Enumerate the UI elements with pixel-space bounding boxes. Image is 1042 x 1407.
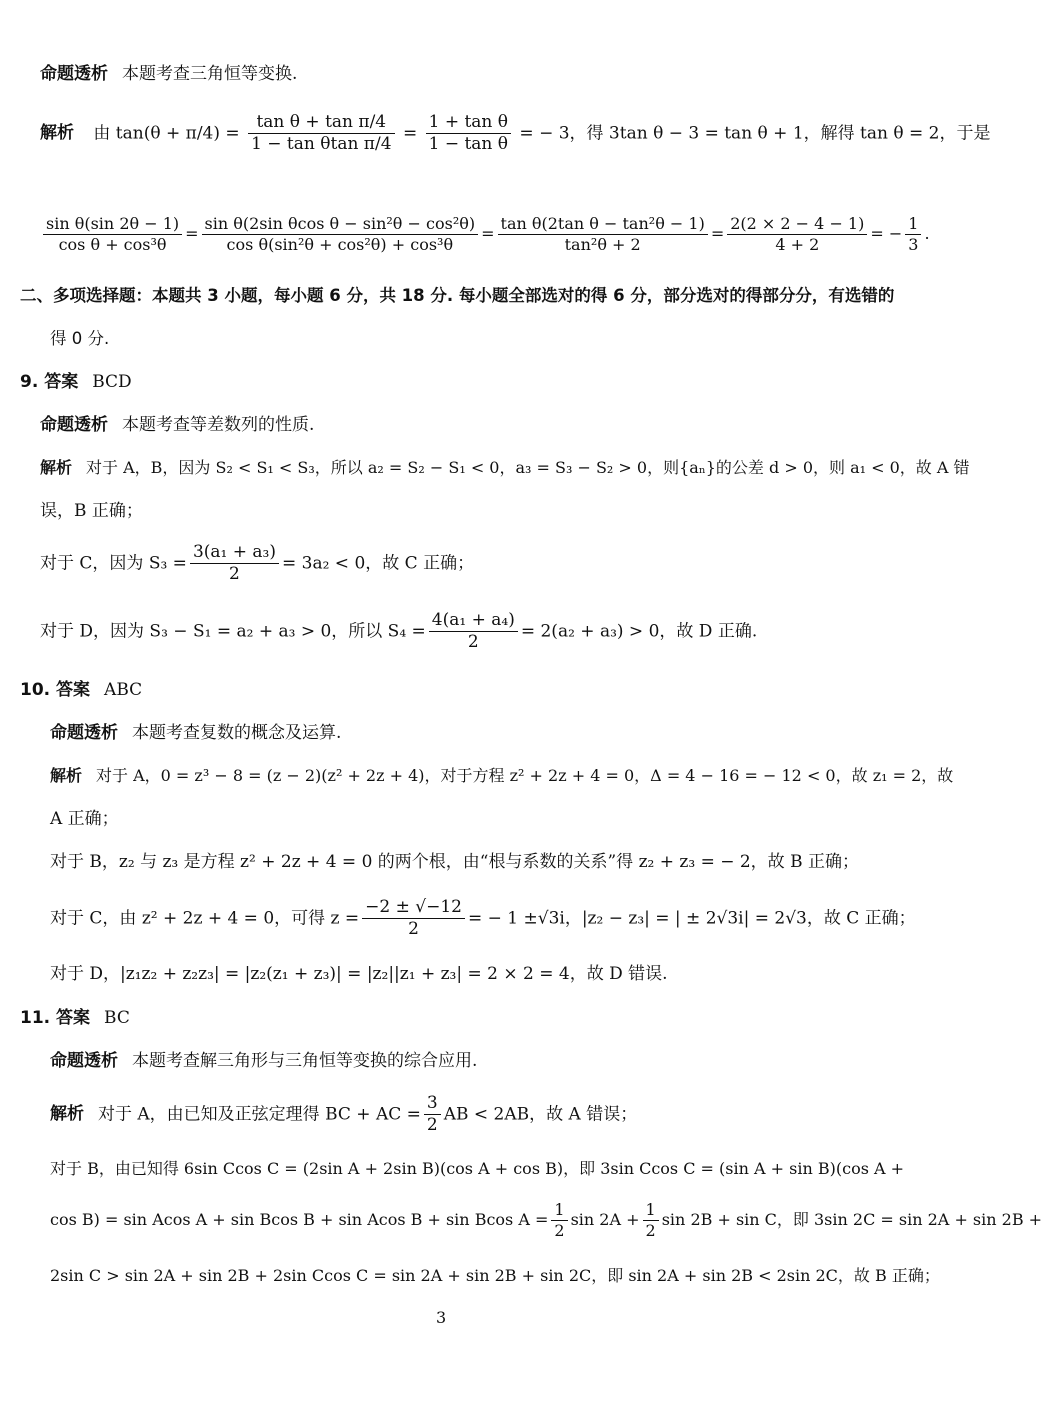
q11-option-b-line1: 对于 B，由已知得 6sin Ccos C = (2sin A + 2sin B)(cos A + cos B)，即 3sin Ccos C = (sin A + sin B)(cos A + bbox=[50, 1159, 905, 1178]
solution-label: 解析 bbox=[40, 123, 74, 144]
page-number: 3 bbox=[436, 1308, 447, 1327]
q11-option-b-line3: 2sin C > sin 2A + sin 2B + 2sin Ccos C = sin 2A + sin 2B + sin 2C，即 sin 2A + sin 2B < 2sin 2C，故 B 正确； bbox=[50, 1266, 940, 1285]
fraction: $\frac{\text{tan θ + tan π/4}}{\text{1 − tan θtan π/4}}$ bbox=[248, 112, 394, 156]
q9-answer: 9. 答案 BCD bbox=[20, 372, 132, 392]
q11-answer: 11. 答案 BC bbox=[20, 1008, 130, 1028]
q8-analysis: 命题透析 本题考查三角恒等变换. bbox=[40, 64, 298, 84]
q9-solution-line1: 解析 对于 A，B，因为 S₂ < S₁ < S₃，所以 a₂ = S₂ − S₁ < 0，a₃ = S₃ − S₂ > 0，则{aₙ}的公差 d > 0，则 a₁ < 0，故 A 错 bbox=[40, 458, 970, 477]
fraction: $\frac{1}{2}$ bbox=[643, 1200, 659, 1241]
fraction: $\frac{-2 \pm √-12}{2}$ bbox=[362, 897, 465, 941]
q9-solution-line2: 误，B 正确； bbox=[40, 501, 143, 521]
fraction: $\frac{3}{2}$ bbox=[424, 1093, 441, 1137]
page-footer bbox=[0, 1308, 950, 1328]
q10-solution-line2: A 正确； bbox=[50, 809, 119, 829]
q11-option-a: 解析 对于 A，由已知及正弦定理得 BC + AC = $\frac{3}{2}$ AB < 2AB，故 A 错误； bbox=[50, 1093, 638, 1136]
section-heading: 二、多项选择题：本题共 3 小题，每小题 6 分，共 18 分. 每小题全部选对的得 6 分，部分选对的得部分分，有选错的 bbox=[20, 286, 895, 305]
q11-analysis: 命题透析 本题考查解三角形与三角恒等变换的综合应用. bbox=[50, 1051, 478, 1071]
q10-answer: 10. 答案 ABC bbox=[20, 680, 143, 700]
q8-solution-line1: 解析 由 tan(θ + π/4) = $\frac{\text{tan θ + tan π/4}}{\text{1 − tan θtan π/4}}$ = $\frac{\text{1 + tan θ}}{\text{1 − tan θ}}$ = − 3，得 3tan θ − 3 = tan θ + 1，解得 tan θ = 2，于是 bbox=[40, 112, 991, 155]
q10-option-d: 对于 D，|z₁z₂ + z₂z₃| = |z₂(z₁ + z₃)| = |z₂||z₁ + z₃| = 2 × 2 = 4，故 D 错误. bbox=[50, 964, 668, 984]
q10-solution-line1: 解析 对于 A，0 = z³ − 8 = (z − 2)(z² + 2z + 4)，对于方程 z² + 2z + 4 = 0，Δ = 4 − 16 = − 12 < 0，故 z₁ = 2，故 bbox=[50, 766, 954, 785]
q10-option-b: 对于 B，z₂ 与 z₃ 是方程 z² + 2z + 4 = 0 的两个根，由“根与系数的关系”得 z₂ + z₃ = − 2，故 B 正确； bbox=[50, 852, 859, 872]
fraction: $\frac{\text{sin θ(2sin θcos θ − sin²θ − cos²θ)}}{\text{cos θ(sin²θ + cos²θ) + cos³θ}}$ bbox=[202, 214, 479, 255]
q10-option-c: 对于 C，由 z² + 2z + 4 = 0，可得 z = $\frac{-2 \pm √-12}{2}$ = − 1 ±√3i，|z₂ − z₃| = | ± 2√3i| = 2√3，故 C 正确； bbox=[50, 897, 916, 940]
q10-analysis: 命题透析 本题考查复数的概念及运算. bbox=[50, 723, 342, 743]
analysis-label: 命题透析 bbox=[40, 64, 108, 84]
fraction: $\frac{\text{sin θ(sin 2θ − 1)}}{\text{cos θ + cos³θ}}$ bbox=[43, 214, 182, 255]
fraction: $\frac{1}{2}$ bbox=[551, 1200, 567, 1241]
q11-option-b-line2: cos B) = sin Acos A + sin Bcos B + sin Acos B + sin Bcos A = $\frac{1}{2}$ sin 2A + $\frac{1}{2}$ sin 2B + sin C，即 3sin 2C = sin 2A + sin 2B + bbox=[50, 1200, 1042, 1240]
fraction: $\frac{2(2 \times 2 - 4 - 1)}{4 + 2}$ bbox=[727, 214, 867, 255]
fraction: $\frac{\text{tan θ(2tan θ − tan²θ − 1)}}{\text{tan²θ + 2}}$ bbox=[498, 214, 708, 255]
fraction: $\frac{\text{3(a₁ + a₃)}}{2}$ bbox=[190, 542, 279, 586]
fraction: $\frac{1}{3}$ bbox=[905, 214, 921, 255]
q9-analysis: 命题透析 本题考查等差数列的性质. bbox=[40, 415, 315, 435]
section-heading-cont: 得 0 分. bbox=[50, 329, 110, 348]
fraction: $\frac{\text{4(a₁ + a₄)}}{2}$ bbox=[429, 610, 518, 654]
q9-option-c: 对于 C，因为 S₃ = $\frac{\text{3(a₁ + a₃)}}{2}$ = 3a₂ < 0，故 C 正确； bbox=[40, 542, 475, 585]
fraction: $\frac{\text{1 + tan θ}}{\text{1 − tan θ}}$ bbox=[426, 112, 511, 156]
q8-solution-line2: $\frac{\text{sin θ(sin 2θ − 1)}}{\text{cos θ + cos³θ}}$ = $\frac{\text{sin θ(2sin θcos θ − sin²θ − cos²θ)}}{\text{cos θ(sin²θ + cos²θ) + cos³θ}}$ = $\frac{\text{tan θ(2tan θ − tan²θ − 1)}}{\text{tan²θ + 2}}$ = $\frac{2(2 \times 2 - 4 - 1)}{4 + 2}$ = − $\frac{1}{3}$ . bbox=[40, 214, 930, 255]
q9-option-d: 对于 D，因为 S₃ − S₁ = a₂ + a₃ > 0，所以 S₄ = $\frac{\text{4(a₁ + a₄)}}{2}$ = 2(a₂ + a₃) > 0，故 D 正确. bbox=[40, 610, 758, 653]
